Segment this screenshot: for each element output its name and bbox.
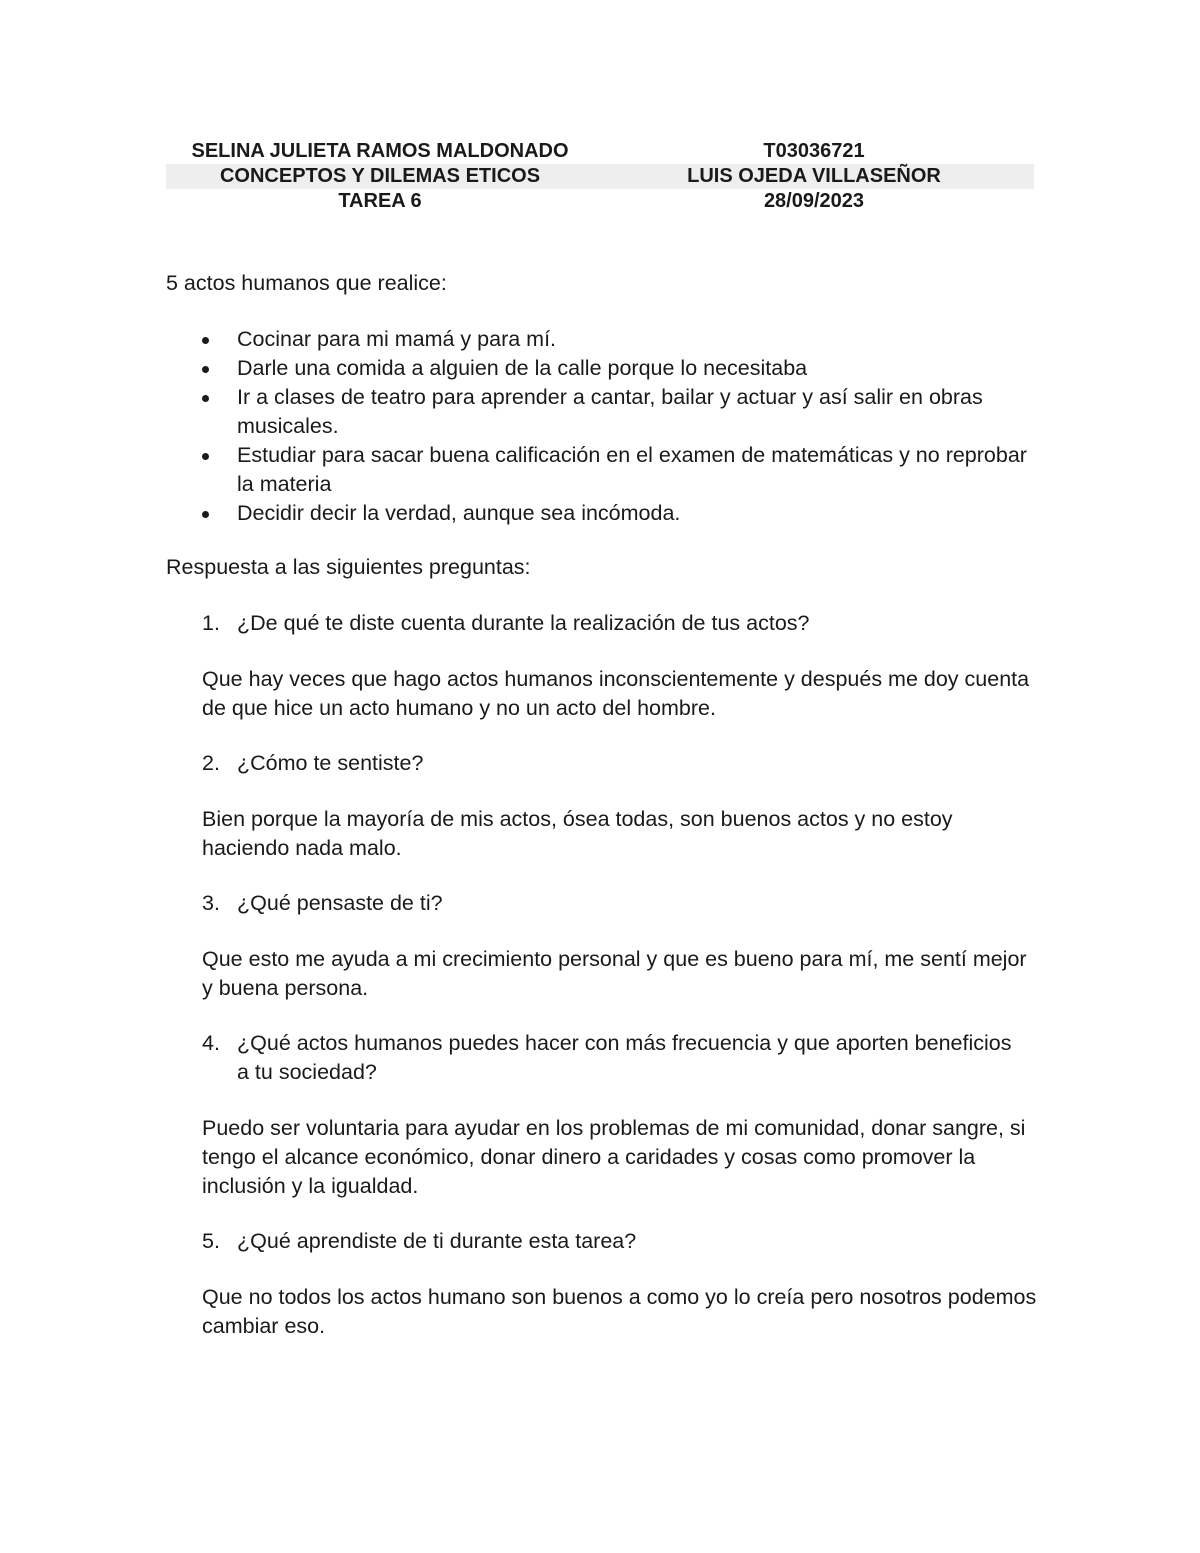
act-text: Decidir decir la verdad, aunque sea incómoda. [237, 501, 681, 525]
question-block-2 [166, 749, 1046, 863]
list-item [166, 441, 1027, 499]
question [166, 749, 1027, 778]
assignment-date: 28/09/2023 [763, 190, 865, 212]
question [166, 1227, 1027, 1256]
bullet-icon [202, 453, 209, 460]
question [166, 889, 1027, 918]
act-text: Cocinar para mi mamá y para mí. [237, 327, 557, 351]
question-number: 4. [202, 1031, 220, 1055]
act-text: Estudiar para sacar buena calificación en el examen de matemáticas y no reprobar la materia [237, 443, 1027, 496]
question [166, 1029, 1027, 1087]
list-item [166, 383, 1027, 441]
question-block-3 [166, 889, 1046, 1003]
answer-text: Que hay veces que hago actos humanos inconscientemente y después me doy cuenta de que hice un acto humano y no un acto del hombre. [202, 667, 1030, 720]
questions-intro: Respuesta a las siguientes preguntas: [166, 555, 531, 579]
act-text: Ir a clases de teatro para aprender a cantar, bailar y actuar y así salir en obras musicales. [237, 385, 983, 438]
student-name: SELINA JULIETA RAMOS MALDONADO [191, 140, 569, 162]
question-text: ¿Cómo te sentiste? [237, 751, 424, 775]
bullet-icon [202, 511, 209, 518]
question-text: ¿De qué te diste cuenta durante la realización de tus actos? [237, 611, 810, 635]
list-item [166, 354, 1027, 383]
answer-text: Que no todos los actos humano son buenos a como yo lo creía pero nosotros podemos cambiar eso. [202, 1285, 1037, 1338]
header-table [166, 139, 1034, 214]
act-text: Darle una comida a alguien de la calle porque lo necesitaba [237, 356, 808, 380]
answer-text: Bien porque la mayoría de mis actos, ósea todas, son buenos actos y no estoy haciendo nada malo. [202, 807, 953, 860]
answer-text: Que esto me ayuda a mi crecimiento personal y que es bueno para mí, me sentí mejor y buena persona. [202, 947, 1027, 1000]
acts-list [166, 325, 1046, 528]
question-text: ¿Qué actos humanos puedes hacer con más frecuencia y que aporten beneficios a tu sociedad? [237, 1031, 1012, 1084]
list-item [166, 499, 1027, 528]
bullet-icon [202, 366, 209, 373]
acts-intro: 5 actos humanos que realice: [166, 271, 447, 295]
answer-text: Puedo ser voluntaria para ayudar en los problemas de mi comunidad, donar sangre, si tengo el alcance económico, donar dinero a caridades y cosas como promover la inclusión y la igualdad. [202, 1116, 1026, 1198]
header-row-2 [166, 164, 1034, 189]
question-block-1 [166, 609, 1046, 723]
question-number: 1. [202, 611, 220, 635]
question-number: 3. [202, 891, 220, 915]
bullet-icon [202, 337, 209, 344]
question-number: 5. [202, 1229, 220, 1253]
question-block-4 [166, 1029, 1046, 1201]
course-name: CONCEPTOS Y DILEMAS ETICOS [166, 164, 594, 189]
bullet-icon [202, 395, 209, 402]
question [166, 609, 1027, 638]
teacher-name: LUIS OJEDA VILLASEÑOR [594, 164, 1034, 189]
question-text: ¿Qué aprendiste de ti durante esta tarea? [237, 1229, 637, 1253]
document-body [166, 269, 1046, 1367]
question-number: 2. [202, 751, 220, 775]
question-text: ¿Qué pensaste de ti? [237, 891, 443, 915]
header-row-3 [166, 189, 1034, 214]
student-id: T03036721 [763, 140, 865, 162]
assignment-title: TAREA 6 [338, 190, 422, 212]
list-item [166, 325, 1027, 354]
question-block-5 [166, 1227, 1046, 1341]
header-row-1 [166, 139, 1034, 164]
